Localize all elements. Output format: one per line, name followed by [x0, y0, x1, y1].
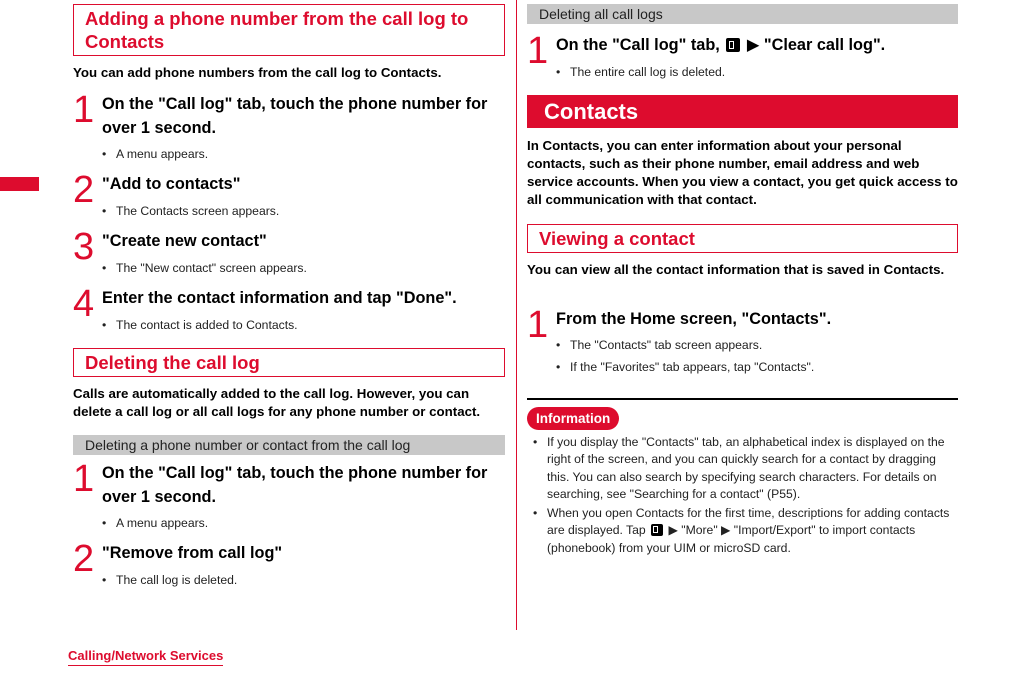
- step-note: • The Contacts screen appears.: [102, 203, 505, 219]
- information-item: • When you open Contacts for the first time, descriptions for adding contacts are displayed. Tap ▶ "More" ▶ "Import/Export" to import contacts (phonebook) from your UIM or microSD card.: [533, 505, 958, 557]
- step-note: • A menu appears.: [102, 515, 505, 531]
- step-title: From the Home screen, "Contacts".: [556, 310, 832, 328]
- section-heading-add-number: Adding a phone number from the call log to Contacts: [73, 4, 505, 56]
- information-rule: [527, 398, 958, 400]
- step-number: 4: [73, 283, 95, 325]
- step-note: • The "New contact" screen appears.: [102, 260, 505, 276]
- step-note: • The contact is added to Contacts.: [102, 317, 505, 333]
- step-note: • A menu appears.: [102, 146, 505, 162]
- step-note: • The "Contacts" tab screen appears.: [556, 337, 958, 353]
- step-number: 2: [73, 538, 95, 580]
- chapter-heading-contacts: Contacts: [527, 95, 958, 128]
- step-number: 1: [527, 304, 549, 346]
- section-heading-viewing-contact: Viewing a contact: [527, 224, 958, 253]
- menu-key-icon: [726, 38, 740, 52]
- information-badge: Information: [527, 407, 619, 430]
- step-title: Enter the contact information and tap "Done".: [102, 289, 457, 307]
- step-note: • If the "Favorites" tab appears, tap "Contacts".: [556, 359, 958, 375]
- step-number: 2: [73, 169, 95, 211]
- column-divider: [516, 0, 517, 630]
- section-intro: You can add phone numbers from the call log to Contacts.: [73, 65, 442, 80]
- step-number: 3: [73, 226, 95, 268]
- step-number: 1: [527, 30, 549, 72]
- step-title: "Remove from call log": [102, 544, 283, 562]
- step-title: On the "Call log" tab, touch the phone number for over 1 second.: [102, 95, 488, 137]
- step-number: 1: [73, 89, 95, 131]
- step-title: On the "Call log" tab, ▶ "Clear call log".: [556, 36, 886, 54]
- section-intro: In Contacts, you can enter information about your personal contacts, such as their phone number, email address and web service accounts. When you view a contact, you get quick access to all communication with that contact.: [527, 138, 958, 207]
- chapter-index-tab: [0, 177, 39, 191]
- subsection-heading: Deleting a phone number or contact from the call log: [73, 435, 505, 455]
- step-title: "Add to contacts": [102, 175, 241, 193]
- step-title: On the "Call log" tab, touch the phone number for over 1 second.: [102, 464, 488, 506]
- section-intro: You can view all the contact information that is saved in Contacts.: [527, 262, 945, 277]
- section-heading-delete-log: Deleting the call log: [73, 348, 505, 377]
- menu-key-icon: [651, 524, 663, 536]
- section-intro: Calls are automatically added to the call log. However, you can delete a call log or all call logs for any phone number or contact.: [73, 386, 481, 419]
- step-note: • The entire call log is deleted.: [556, 64, 958, 80]
- step-note: • The call log is deleted.: [102, 572, 505, 588]
- footer-chapter-link[interactable]: Calling/Network Services: [68, 648, 223, 666]
- step-title: "Create new contact": [102, 232, 267, 250]
- step-number: 1: [73, 458, 95, 500]
- information-item: • If you display the "Contacts" tab, an alphabetical index is displayed on the right of the screen, and you can quickly search for a contact by dragging this. You can also search by specifying search characters. For details on searching, see "Searching for a contact" (P55).: [533, 434, 958, 503]
- subsection-heading: Deleting all call logs: [527, 4, 958, 24]
